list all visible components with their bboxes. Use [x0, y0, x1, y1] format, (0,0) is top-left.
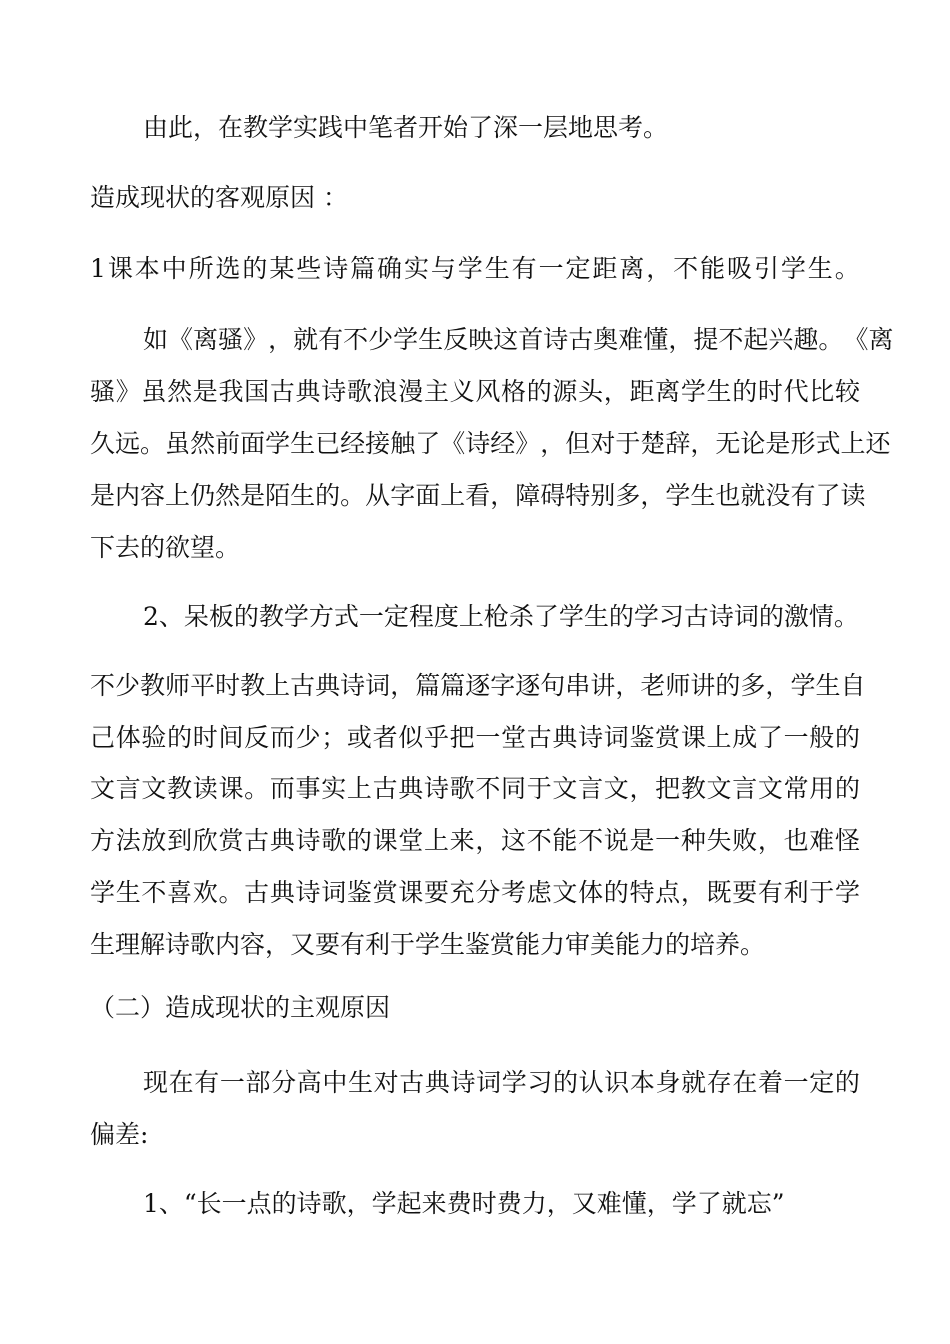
text-line: 2、呆板的教学方式一定程度上枪杀了学生的学习古诗词的激情。 [143, 602, 859, 631]
text-line: 骚 》 虽 然 是 我 国 古 典 诗 歌 浪 漫 主 义 风 格 的 源 头 ， 距 离 学 生 的 时 代 比 较 [90, 377, 860, 406]
text-line: 方 法 放 到 欣 赏 古 典 诗 歌 的 课 堂 上 来 ， 这 不 能 不 说 是 一 种 失 败 ， 也 难 怪 [90, 826, 860, 855]
text-line: 生理解诗歌内容，又要有利于学生鉴赏能力审美能力的培养。 [90, 930, 766, 959]
text-line: 1、“长一点的诗歌，学起来费时费力，又难懂，学了就忘” [143, 1189, 785, 1218]
text-line: 不 少 教 师 平 时 教 上 古 典 诗 词 ， 篇 篇 逐 字 逐 句 串 讲 ， 老 师 讲 的 多 ， 学 生 自 [90, 671, 866, 700]
text-line: 文 言 文 教 读 课 。 而 事 实 上 古 典 诗 歌 不 同 于 文 言 文 ， 把 教 文 言 文 常 用 的 [90, 774, 860, 803]
text-line: 学 生 不 喜 欢 。 古 典 诗 词 鉴 赏 课 要 充 分 考 虑 文 体 的 特 点 ， 既 要 有 利 于 学 [90, 878, 860, 907]
text-line: 是 内 容 上 仍 然 是 陌 生 的 。 从 字 面 上 看 ， 障 碍 特 别 多 ， 学 生 也 就 没 有 了 读 [90, 481, 866, 510]
text-line: 造成现状的客观原因 ： [90, 183, 348, 212]
text-line: 如 《 离 骚 》 ， 就 有 不 少 学 生 反 映 这 首 诗 古 奥 难 懂 ， 提 不 起 兴 趣 。 《 离 [143, 325, 894, 354]
text-line: 久 远 。 虽 然 前 面 学 生 已 经 接 触 了 《 诗 经 》 ， 但 对 于 楚 辞 ， 无 论 是 形 式 上 还 [90, 429, 891, 458]
text-line: 下去的欲望。 [90, 533, 241, 562]
text-line: 己 体 验 的 时 间 反 而 少 ； 或 者 似 乎 把 一 堂 古 典 诗 词 鉴 赏 课 上 成 了 一 般 的 [90, 723, 860, 752]
text-line: 偏差: [90, 1120, 149, 1149]
section-heading: （二）造成现状的主观原因 [90, 993, 391, 1022]
text-line: 由此，在教学实践中笔者开始了深一层地思考。 [143, 113, 669, 142]
text-line: 现 在 有 一 部 分 高 中 生 对 古 典 诗 词 学 习 的 认 识 本 身 就 存 在 着 一 定 的 [143, 1068, 860, 1097]
text-line: 1 课 本 中 所 选 的 某 些 诗 篇 确 实 与 学 生 有 一 定 距 离 ， 不 能 吸 引 学 生 。 [90, 254, 860, 283]
